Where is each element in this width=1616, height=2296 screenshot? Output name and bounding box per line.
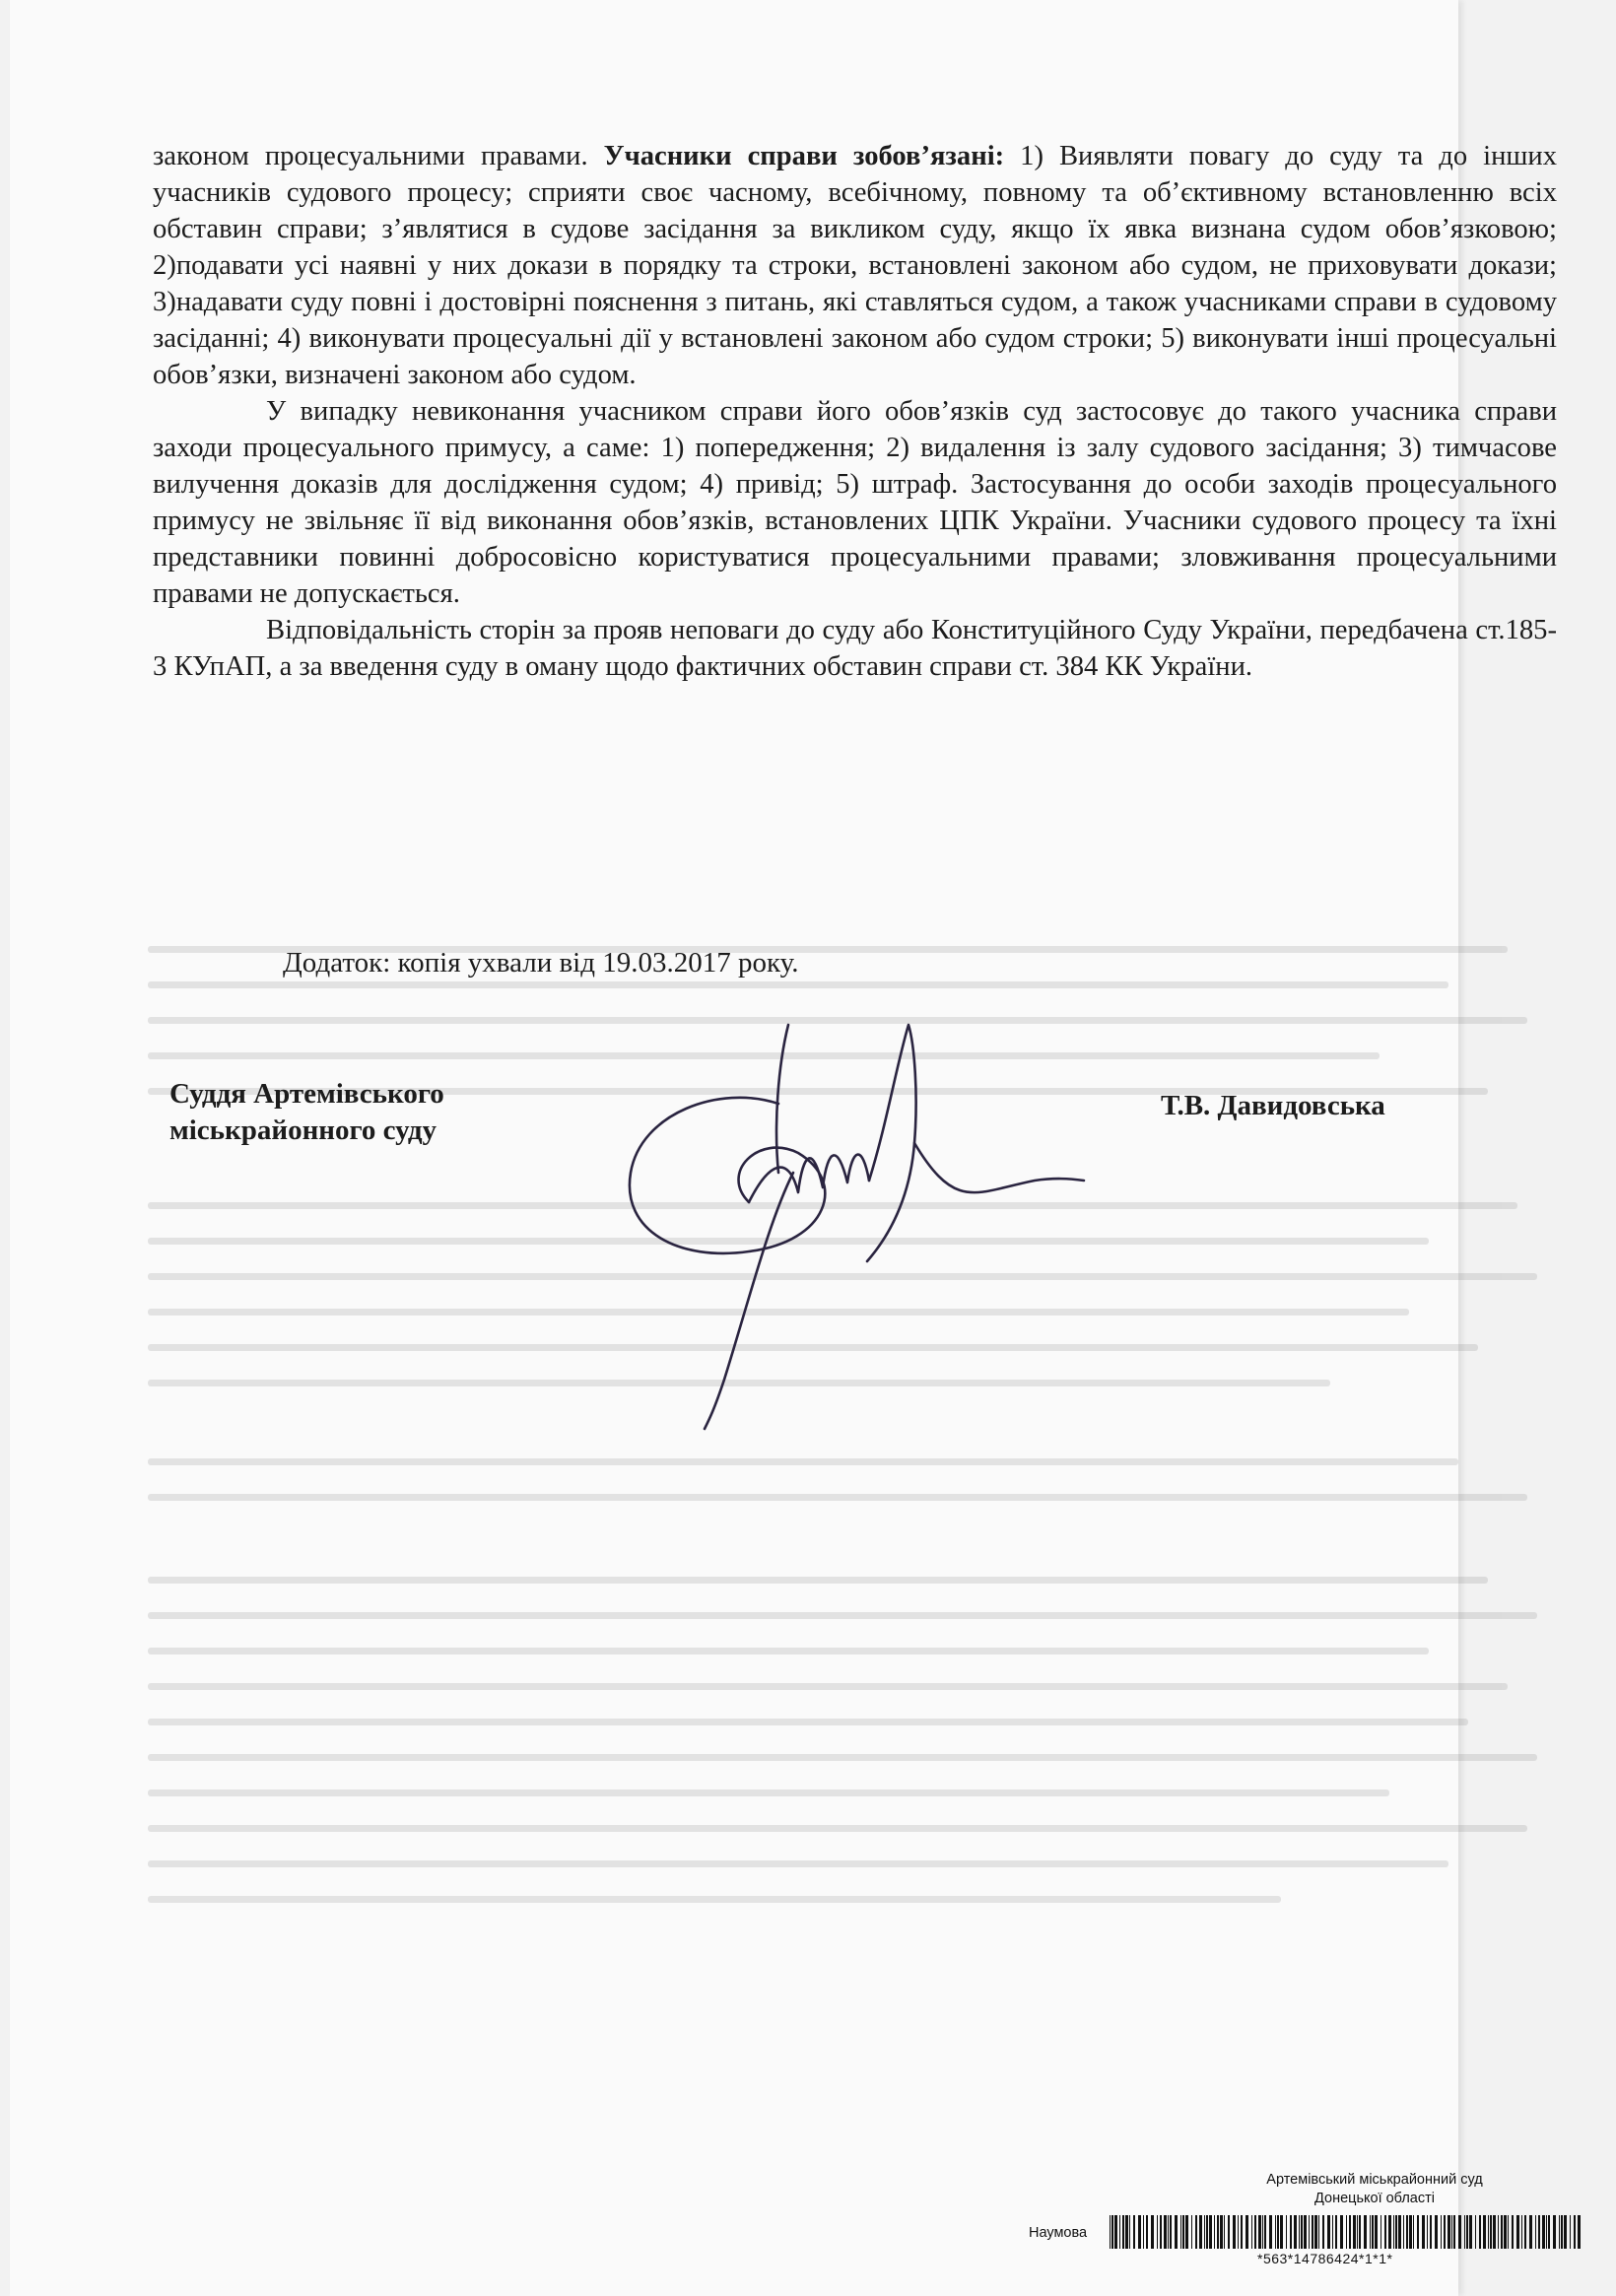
- barcode-bar: [1251, 2215, 1252, 2249]
- barcode-bar: [1466, 2215, 1468, 2249]
- barcode-bar: [1314, 2215, 1317, 2249]
- barcode-bar: [1209, 2215, 1212, 2249]
- barcode-bar: [1146, 2215, 1148, 2249]
- barcode-bar: [1453, 2215, 1455, 2249]
- barcode-bar: [1175, 2215, 1178, 2249]
- barcode-bar: [1217, 2215, 1219, 2249]
- barcode-bar: [1280, 2215, 1283, 2249]
- barcode-bar: [1504, 2215, 1507, 2249]
- barcode-bar: [1578, 2215, 1581, 2249]
- barcode-bar: [1114, 2215, 1117, 2249]
- barcode-bar: [1318, 2215, 1319, 2249]
- barcode-bar: [1286, 2215, 1287, 2249]
- barcode-bar: [1299, 2215, 1300, 2249]
- barcode-bar: [1206, 2215, 1208, 2249]
- barcode-bar: [1535, 2215, 1536, 2249]
- barcode-bar: [1458, 2215, 1461, 2249]
- barcode-bar: [1388, 2215, 1391, 2249]
- barcode-bar: [1409, 2215, 1412, 2249]
- barcode-bar: [1195, 2215, 1197, 2249]
- barcode-bar: [1512, 2215, 1514, 2249]
- barcode-bar: [1254, 2215, 1256, 2249]
- barcode-bar: [1160, 2215, 1162, 2249]
- barcode-bar: [1164, 2215, 1167, 2249]
- barcode-bar: [1301, 2215, 1303, 2249]
- barcode-bar: [1524, 2215, 1526, 2249]
- barcode-bar: [1548, 2215, 1550, 2249]
- barcode-bar: [1228, 2215, 1230, 2249]
- barcode-bar: [1501, 2215, 1503, 2249]
- barcode-bar: [1444, 2215, 1446, 2249]
- barcode-bar: [1370, 2215, 1371, 2249]
- stamp-court: [1212, 2171, 1537, 2208]
- barcode-bar: [1393, 2215, 1394, 2249]
- paragraph-coercion-body: У випадку невиконання учасником справи його обов’язків суд застосовує до такого учасника справи заходи процесуального примусу, а саме: 1) попередження; 2) видалення із залу судового засідання; 3) тимчасове вилучення доказів для дослідження судом; 4) привід; 5) штраф. Застосування до особи заходів процесуального примусу не звільняє її від виконання обов’язків, встановлених ЦПК України. Учасники судового процесу та їхні представники повинні добросовісно користуватися процесуальними правами; зловживання процесуальними правами не допускається.: [153, 396, 1557, 609]
- barcode-bar: [1384, 2215, 1386, 2249]
- paragraph-coercion: [153, 393, 1557, 612]
- barcode-bar: [1427, 2215, 1428, 2249]
- barcode-bar: [1516, 2215, 1519, 2249]
- barcode-bar: [1395, 2215, 1397, 2249]
- signature-vertical-stroke: [867, 1025, 916, 1261]
- barcode-bar: [1364, 2215, 1367, 2249]
- registry-stamp: [1025, 2168, 1596, 2276]
- barcode-bar: [1182, 2215, 1184, 2249]
- barcode-bar: [1538, 2215, 1540, 2249]
- barcode-bar: [1475, 2215, 1476, 2249]
- barcode-bar: [1241, 2215, 1243, 2249]
- barcode-bar: [1483, 2215, 1486, 2249]
- barcode-bar: [1398, 2215, 1401, 2249]
- barcode-bar: [1546, 2215, 1547, 2249]
- barcode-bar: [1529, 2215, 1532, 2249]
- barcode-bar: [1129, 2215, 1130, 2249]
- paragraph-liability: [153, 612, 1557, 685]
- barcode-bar: [1119, 2215, 1120, 2249]
- barcode-bar: [1204, 2215, 1205, 2249]
- judge-signature: [601, 1005, 1113, 1458]
- barcode-bar: [1191, 2215, 1192, 2249]
- barcode-bar: [1238, 2215, 1239, 2249]
- barcode-bar: [1469, 2215, 1472, 2249]
- barcode-bar: [1322, 2215, 1324, 2249]
- barcode-bar: [1441, 2215, 1442, 2249]
- barcode-bar: [1488, 2215, 1489, 2249]
- signature-flourish: [914, 1143, 1084, 1192]
- barcode-bar: [1170, 2215, 1172, 2249]
- barcode-bar: [1269, 2215, 1272, 2249]
- paragraph-obligations-body: 1) Виявляти повагу до суду та до інших учасників судового процесу; сприяти своє часному, всебічному, повному та об’єктивному встановленню всіх обставин справи; з’являтися в судове засідання за викликом суду, якщо їх явка визнана судом обов’язковою; 2)подавати усі наявні у них докази в порядку та строки, встановлені законом або судом, не приховувати докази; 3)надавати суду повні і достовірні пояснення з питань, які ставляться судом, а також учасниками справи в судовому засіданні; 4) виконувати процесуальні дії у встановлені законом або судом строки; 5) виконувати інші процесуальні обов’язки, визначені законом або судом.: [153, 141, 1557, 390]
- barcode-bar: [1564, 2215, 1567, 2249]
- barcode-bar: [1490, 2215, 1492, 2249]
- stamp-court-line-2: Донецької області: [1314, 2191, 1435, 2206]
- barcode-bar: [1332, 2215, 1333, 2249]
- barcode-bar: [1290, 2215, 1292, 2249]
- judge-title-line-2: міськрайонного суду: [169, 1114, 438, 1146]
- barcode-bar: [1138, 2215, 1141, 2249]
- barcode-bar: [1185, 2215, 1188, 2249]
- barcode-bar: [1122, 2215, 1124, 2249]
- barcode-bar: [1309, 2215, 1310, 2249]
- paragraph-liability-body: Відповідальність сторін за прояв неповаги до суду або Конституційного Суду України, передбачена ст.185-3 КУпАП, а за введення суду в оману щодо фактичних обставин справи ст. 384 КК України.: [153, 615, 1557, 682]
- barcode-bar: [1359, 2215, 1361, 2249]
- barcode-bar: [1403, 2215, 1404, 2249]
- barcode-bar: [1262, 2215, 1263, 2249]
- barcode-bar: [1553, 2215, 1556, 2249]
- barcode-bar: [1133, 2215, 1135, 2249]
- barcode-bar: [1275, 2215, 1276, 2249]
- barcode-bar: [1464, 2215, 1465, 2249]
- barcode-bar: [1435, 2215, 1438, 2249]
- barcode-bar: [1349, 2215, 1351, 2249]
- judge-title-line-1: Суддя Артемівського: [169, 1078, 444, 1110]
- barcode-bar: [1561, 2215, 1563, 2249]
- barcode-bar: [1375, 2215, 1378, 2249]
- barcode-bar: [1422, 2215, 1425, 2249]
- barcode-bar: [1110, 2215, 1111, 2249]
- barcode-bar: [1479, 2215, 1481, 2249]
- barcode-bar: [1417, 2215, 1419, 2249]
- barcode-bar: [1340, 2215, 1343, 2249]
- barcode-bar: [1574, 2215, 1576, 2249]
- paragraph-obligations: [153, 138, 1557, 393]
- barcode-bar: [1264, 2215, 1266, 2249]
- signature-lower-tail: [705, 1173, 793, 1429]
- barcode-bar: [1168, 2215, 1169, 2249]
- barcode-bar: [1380, 2215, 1381, 2249]
- barcode-bar: [1143, 2215, 1144, 2249]
- barcode-bar: [1151, 2215, 1154, 2249]
- barcode-bar: [1304, 2215, 1307, 2249]
- barcode-bar: [1111, 2215, 1113, 2249]
- barcode-bar: [1521, 2215, 1522, 2249]
- barcode-bar: [1357, 2215, 1358, 2249]
- barcode-bar: [1353, 2215, 1356, 2249]
- barcode-bar: [1327, 2215, 1330, 2249]
- barcode-bar: [1430, 2215, 1432, 2249]
- barcode-bar: [1372, 2215, 1374, 2249]
- barcode-bar: [1413, 2215, 1414, 2249]
- barcode-bar: [1448, 2215, 1450, 2249]
- barcode-bar: [1346, 2215, 1347, 2249]
- paragraph-obligations-heading: Учасники справи зобов’язані:: [603, 141, 1005, 171]
- stamp-clerk: Наумова: [1029, 2225, 1088, 2241]
- document-body: [153, 138, 1557, 685]
- barcode-bar: [1406, 2215, 1408, 2249]
- judge-name: Т.В. Давидовська: [1161, 1090, 1385, 1121]
- barcode-bar: [1214, 2215, 1215, 2249]
- stamp-barcode: [1110, 2215, 1582, 2249]
- paragraph-obligations-lead: законом процесуальними правами.: [153, 141, 604, 171]
- barcode-bar: [1508, 2215, 1509, 2249]
- signature-descender: [776, 1025, 788, 1173]
- barcode-bar: [1335, 2215, 1337, 2249]
- barcode-bar: [1498, 2215, 1499, 2249]
- barcode-bar: [1258, 2215, 1261, 2249]
- barcode-bar: [1542, 2215, 1545, 2249]
- stamp-court-line-1: Артемівський міськрайонний суд: [1266, 2172, 1483, 2188]
- barcode-bar: [1493, 2215, 1496, 2249]
- barcode-bar: [1125, 2215, 1128, 2249]
- judge-title: [169, 1076, 444, 1149]
- attachment-line: Додаток: копія ухвали від 19.03.2017 року.: [283, 947, 799, 979]
- barcode-bar: [1451, 2215, 1452, 2249]
- barcode-bar: [1157, 2215, 1158, 2249]
- barcode-bar: [1294, 2215, 1297, 2249]
- barcode-bar: [1246, 2215, 1248, 2249]
- barcode-bar: [1224, 2215, 1225, 2249]
- barcode-bar: [1312, 2215, 1313, 2249]
- barcode-bar: [1199, 2215, 1202, 2249]
- stamp-code: *563*14786424*1*1*: [1257, 2251, 1393, 2266]
- barcode-bar: [1180, 2215, 1181, 2249]
- signature-outer-loop: [630, 1098, 825, 1253]
- barcode-bar: [1220, 2215, 1223, 2249]
- barcode-bar: [1233, 2215, 1236, 2249]
- barcode-bar: [1559, 2215, 1560, 2249]
- barcode-bar: [1570, 2215, 1571, 2249]
- barcode-bar: [1277, 2215, 1279, 2249]
